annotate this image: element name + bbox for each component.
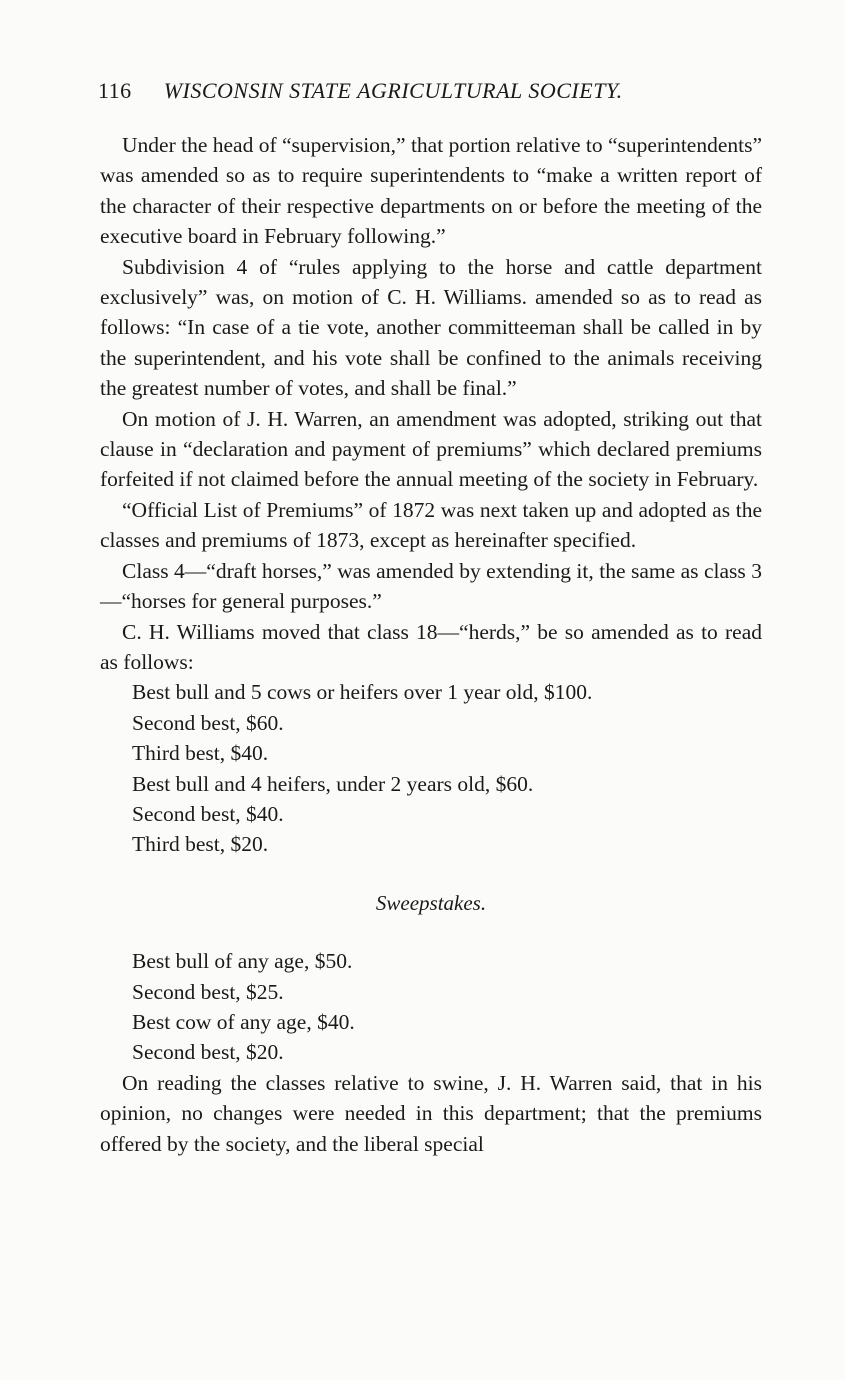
list-item: Third best, $40.	[132, 741, 269, 766]
herds-premium-list	[100, 677, 762, 859]
list-item: Second best, $40.	[132, 801, 284, 826]
paragraph-official-list: “Official List of Premiums” of 1872 was next taken up and adopted as the classes and premiums of 1873, except as hereinafter specified.	[100, 497, 762, 553]
list-item: Best bull and 4 heifers, under 2 years old, $60.	[132, 771, 534, 796]
list-item: Second best, $20.	[132, 1040, 284, 1065]
paragraph-swine: On reading the classes relative to swine, J. H. Warren said, that in his opinion, no changes were needed in this department; that the premiums offered by the society, and the liberal special	[100, 1070, 762, 1156]
list-item: Third best, $20.	[132, 832, 269, 857]
paragraph-supervision: Under the head of “supervision,” that portion relative to “superintendents” was amended so as to require superintendents to “make a written report of the character of their respective departments on or before the meeting of the executive board in February following.”	[100, 133, 763, 249]
paragraph-class-4: Class 4—“draft horses,” was amended by extending it, the same as class 3—“horses for general purposes.”	[100, 558, 762, 614]
paragraph-class-18: C. H. Williams moved that class 18—“herds,” be so amended as to read as follows:	[100, 619, 762, 674]
page-header	[98, 78, 623, 104]
list-item: Second best, $25.	[132, 979, 284, 1004]
running-title: WISCONSIN STATE AGRICULTURAL SOCIETY.	[163, 78, 623, 103]
list-item: Best bull of any age, $50.	[132, 949, 353, 974]
sweepstakes-list	[100, 946, 762, 1068]
paragraph-warren-amendment: On motion of J. H. Warren, an amendment was adopted, striking out that clause in “declaration and payment of premiums” which declared premiums forfeited if not claimed before the annual meeting of the society in February.	[100, 406, 762, 492]
page-body	[100, 130, 762, 1159]
sweepstakes-heading: Sweepstakes.	[375, 890, 487, 915]
list-item: Best cow of any age, $40.	[132, 1009, 355, 1034]
paragraph-subdivision-4: Subdivision 4 of “rules applying to the horse and cattle department exclusively” was, on motion of C. H. Williams. amended so as to read as follows: “In case of a tie vote, another committeeman shall be called in by the superintendent, and his vote shall be confined to the animals receiving the greatest number of votes, and shall be final.”	[100, 254, 762, 401]
list-item: Best bull and 5 cows or heifers over 1 year old, $100.	[132, 680, 593, 705]
page-number: 116	[98, 78, 132, 103]
list-item: Second best, $60.	[132, 710, 284, 735]
